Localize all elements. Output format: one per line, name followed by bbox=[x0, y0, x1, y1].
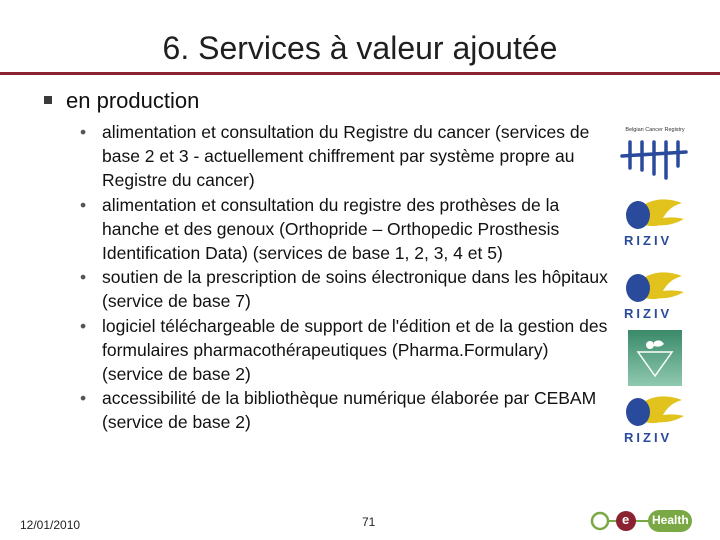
bullet-icon: • bbox=[80, 388, 87, 409]
riziv-logo-text: RIZIV bbox=[624, 430, 673, 445]
riziv-logo-text: RIZIV bbox=[624, 233, 673, 248]
list-item bbox=[78, 120, 608, 193]
list-item bbox=[78, 386, 608, 434]
svg-text:Belgian Cancer Registry: Belgian Cancer Registry bbox=[625, 127, 685, 133]
title-divider bbox=[0, 72, 720, 75]
pharma-logo bbox=[628, 330, 682, 386]
bullet-text: soutien de la prescription de soins électronique dans les hôpitaux (service de base 7) bbox=[102, 267, 608, 312]
page-number: 71 bbox=[362, 515, 376, 529]
list-item bbox=[78, 265, 608, 313]
bullet-icon: • bbox=[80, 194, 87, 215]
bullet-text: accessibilité de la bibliothèque numérique élaborée par CEBAM (service de base 2) bbox=[102, 388, 597, 433]
bullet-text: alimentation et consultation du Registre du cancer (services de base 2 et 3 - actuellement chiffrement par système propre au Registre du cancer) bbox=[102, 122, 590, 191]
riziv-logo bbox=[620, 392, 690, 447]
bullet-icon: • bbox=[80, 267, 87, 288]
ehealth-health-text: Health bbox=[652, 513, 689, 527]
cancer-registry-logo bbox=[616, 120, 694, 184]
bullet-list bbox=[78, 120, 608, 435]
riziv-logo-text: RIZIV bbox=[624, 306, 673, 321]
bullet-text: logiciel téléchargeable de support de l'édition et de la gestion des formulaires pharmacothérapeutiques (Pharma.Formulary) (service de base 2) bbox=[102, 315, 608, 385]
level1-text: en production bbox=[66, 88, 200, 113]
list-item bbox=[78, 193, 608, 266]
riziv-logo bbox=[620, 268, 690, 323]
level1-item bbox=[44, 88, 199, 114]
footer-date: 12/01/2010 bbox=[20, 518, 81, 532]
riziv-logo bbox=[620, 195, 690, 250]
bullet-icon: • bbox=[80, 122, 87, 142]
bullet-icon: • bbox=[80, 315, 87, 336]
bullet-text: alimentation et consultation du registre des prothèses de la hanche et des genoux (Orthopride – Orthopedic Prosthesis Identification Data) (services de base 1, 2, 3, 4 et 5) bbox=[102, 194, 560, 264]
list-item bbox=[78, 314, 608, 387]
square-bullet-icon bbox=[44, 96, 52, 104]
ehealth-logo bbox=[590, 508, 710, 534]
ehealth-e-text: e bbox=[622, 512, 630, 527]
slide-title: 6. Services à valeur ajoutée bbox=[162, 30, 558, 66]
